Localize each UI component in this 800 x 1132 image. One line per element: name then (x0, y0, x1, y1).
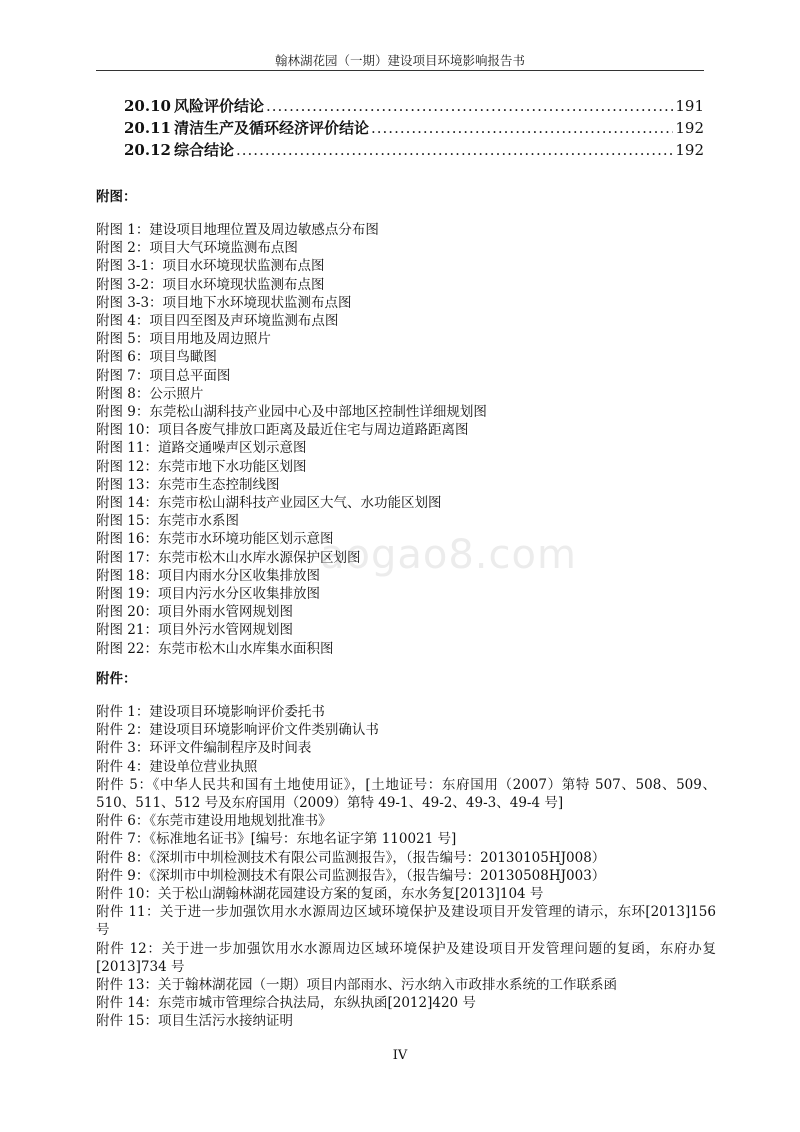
figure-item: 附图 3-2：项目水环境现状监测布点图 (96, 276, 325, 293)
figures-heading: 附图： (96, 189, 137, 205)
toc-entry-page: 192 (675, 119, 704, 137)
watermark: aogao8.com (320, 532, 577, 578)
attachment-item: 附件 3：环评文件编制程序及时间表 (96, 740, 312, 757)
attachment-item: 附件 5：《中华人民共和国有土地使用证》，[土地证号：东府国用（2007）第特 507、508、509、510、511、512 号及东府国用（2009）第特 49-1、49-2、49-3、49-4 号] (96, 776, 716, 812)
figure-item: 附图 8：公示照片 (96, 385, 204, 402)
attachment-item: 附件 15：项目生活污水接纳证明 (96, 1013, 293, 1030)
toc-entry-number: 20.12 (124, 141, 171, 159)
header-rule (96, 70, 704, 71)
attachment-item: 附件 9：《深圳市中圳检测技术有限公司监测报告》，（报告编号：20130508HJ003） (96, 867, 606, 884)
attachment-item: 附件 2：建设项目环境影响评价文件类别确认书 (96, 722, 379, 739)
attachment-item: 附件 8：《深圳市中圳检测技术有限公司监测报告》，（报告编号：20130105HJ008） (96, 849, 606, 866)
toc-entry-title: 综合结论 (173, 141, 234, 159)
figure-item: 附图 22：东莞市松木山水库集水面积图 (96, 640, 334, 657)
attachment-item: 附件 13：关于翰林湖花园（一期）项目内部雨水、污水纳入市政排水系统的工作联系函 (96, 977, 617, 994)
figure-item: 附图 15：东莞市水系图 (96, 513, 239, 530)
figure-item: 附图 7：项目总平面图 (96, 367, 231, 384)
figure-item: 附图 2：项目大气环境监测布点图 (96, 240, 298, 257)
toc-entry[interactable] (124, 117, 704, 139)
toc-entry[interactable] (124, 95, 704, 117)
toc-entry[interactable] (124, 139, 704, 161)
figure-item: 附图 6：项目鸟瞰图 (96, 349, 217, 366)
figures-section (96, 187, 716, 658)
attachments-list (96, 703, 716, 1031)
figure-item: 附图 10：项目各废气排放口距离及最近住宅与周边道路距离图 (96, 422, 469, 439)
figure-item: 附图 5：项目用地及周边照片 (96, 331, 271, 348)
attachment-item: 附件 7：《标准地名证书》[编号：东地名证字第 110021 号] (96, 831, 457, 848)
attachment-item: 附件 11：关于进一步加强饮用水水源周边区域环境保护及建设项目开发管理的请示，东环[2013]156 号 (96, 904, 716, 939)
table-of-contents (124, 95, 704, 161)
toc-entry-page: 191 (675, 97, 704, 115)
figure-item: 附图 3-1：项目水环境现状监测布点图 (96, 258, 325, 275)
attachment-item: 附件 10：关于松山湖翰林湖花园建设方案的复函，东水务复[2013]104 号 (96, 886, 544, 903)
toc-entry-title: 清洁生产及循环经济评价结论 (173, 119, 369, 137)
toc-entry-page: 192 (675, 141, 704, 159)
figure-item: 附图 9：东莞松山湖科技产业园中心及中部地区控制性详细规划图 (96, 404, 487, 421)
running-header: 翰林湖花园（一期）建设项目环境影响报告书 (274, 53, 525, 68)
attachment-item: 附件 12：关于进一步加强饮用水水源周边区域环境保护及建设项目开发管理问题的复函，东府办复[2013]734 号 (96, 940, 716, 975)
figure-item: 附图 17：东莞市松木山水库水源保护区划图 (96, 549, 361, 566)
figure-item: 附图 18：项目内雨水分区收集排放图 (96, 567, 320, 584)
figure-item: 附图 19：项目内污水分区收集排放图 (96, 586, 320, 603)
figures-list (96, 221, 716, 658)
figure-item: 附图 20：项目外雨水管网规划图 (96, 604, 293, 621)
figure-item: 附图 11：道路交通噪声区划示意图 (96, 440, 307, 457)
attachments-heading: 附件： (96, 671, 137, 687)
attachment-item: 附件 6：《东莞市建设用地规划批准书》 (96, 813, 332, 830)
toc-entry-title: 风险评价结论 (173, 97, 264, 115)
figure-item: 附图 13：东莞市生态控制线图 (96, 476, 280, 493)
figure-item: 附图 1：建设项目地理位置及周边敏感点分布图 (96, 222, 379, 238)
figure-item: 附图 4：项目四至图及声环境监测布点图 (96, 313, 339, 330)
attachments-section (96, 669, 716, 1031)
figure-item: 附图 16：东莞市水环境功能区划示意图 (96, 531, 334, 548)
toc-leader (371, 119, 673, 137)
figure-item: 附图 3-3：项目地下水环境现状监测布点图 (96, 294, 352, 311)
figure-item: 附图 21：项目外污水管网规划图 (96, 622, 293, 639)
toc-leader (236, 141, 673, 159)
toc-leader (266, 97, 673, 115)
attachment-item: 附件 14：东莞市城市管理综合执法局，东纵执函[2012]420 号 (96, 995, 476, 1012)
toc-entry-number: 20.10 (124, 97, 171, 115)
toc-entry-number: 20.11 (124, 119, 171, 137)
attachment-item: 附件 1：建设项目环境影响评价委托书 (96, 704, 325, 720)
attachment-item: 附件 4：建设单位营业执照 (96, 758, 258, 775)
figure-item: 附图 14：东莞市松山湖科技产业园区大气、水功能区划图 (96, 495, 442, 512)
figure-item: 附图 12：东莞市地下水功能区划图 (96, 458, 307, 475)
page-number: IV (392, 1048, 408, 1063)
